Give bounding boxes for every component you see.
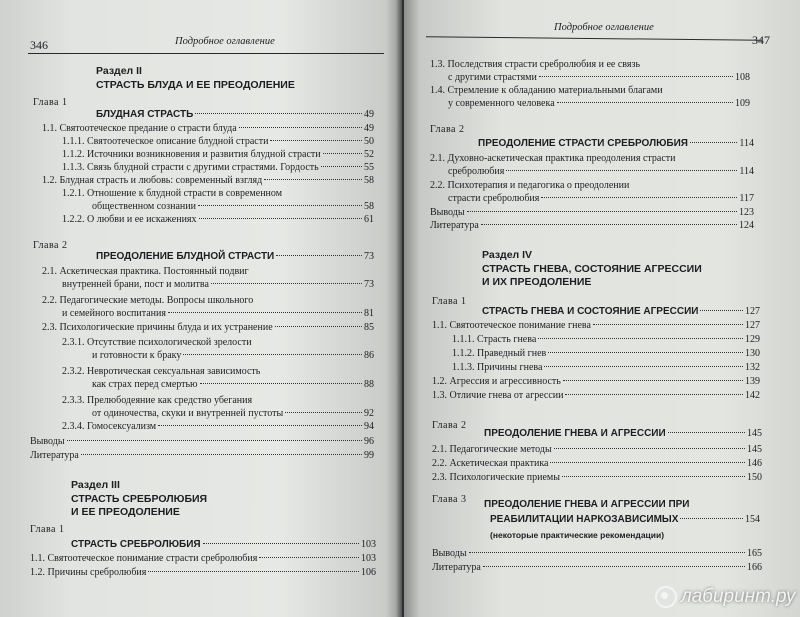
section-title: СТРАСТЬ БЛУДА И ЕЕ ПРЕОДОЛЕНИЕ xyxy=(96,79,295,91)
section-title: СТРАСТЬ ГНЕВА, СОСТОЯНИЕ АГРЕССИИ xyxy=(482,263,702,275)
chapter-label: Глава 2 xyxy=(432,420,467,431)
toc-entry[interactable]: у современного человека 109 xyxy=(448,98,750,109)
toc-entry[interactable]: 1.3. Последствия страсти сребролюбия и ее связь xyxy=(430,59,641,70)
toc-chapter[interactable]: ПРЕОДОЛЕНИЕ СТРАСТИ СРЕБРОЛЮБИЯ 114 xyxy=(478,138,754,149)
toc-entry[interactable]: Литература 99 xyxy=(30,450,374,461)
toc-entry[interactable]: 1.1. Святоотеческое понимание страсти сребролюбия 103 xyxy=(30,553,376,564)
chapter-label: Глава 3 xyxy=(432,494,467,505)
watermark-text: лабиринт.ру xyxy=(681,586,796,607)
toc-entry[interactable]: 2.1. Педагогические методы 145 xyxy=(432,444,762,455)
section-label: Раздел III xyxy=(71,479,120,491)
section-label: Раздел II xyxy=(96,65,142,77)
toc-entry[interactable]: 1.2. Блудная страсть и любовь: современный взгляд 58 xyxy=(42,175,374,186)
header-rule xyxy=(28,53,384,54)
page-number: 347 xyxy=(752,33,770,47)
toc-entry[interactable]: как страх перед смертью 88 xyxy=(92,379,374,390)
toc-entry[interactable]: 1.1.1. Страсть гнева 129 xyxy=(452,334,760,345)
toc-chapter[interactable]: БЛУДНАЯ СТРАСТЬ 49 xyxy=(96,109,374,120)
toc-chapter[interactable]: СТРАСТЬ СРЕБРОЛЮБИЯ 103 xyxy=(71,539,376,550)
toc-entry[interactable]: 1.4. Стремление к обладанию материальными благами xyxy=(430,85,663,96)
toc-entry[interactable]: от одиночества, скуки и внутренней пустоты 92 xyxy=(92,408,374,419)
toc-entry[interactable]: 2.3.3. Прелюбодеяние как средство убегания xyxy=(62,395,253,406)
section-label: Раздел IV xyxy=(482,249,533,261)
toc-entry[interactable]: Литература 166 xyxy=(432,562,762,573)
toc-entry[interactable]: и семейного воспитания 81 xyxy=(62,308,374,319)
toc-entry[interactable]: и готовности к браку 86 xyxy=(92,350,374,361)
toc-entry[interactable]: 1.1.2. Источники возникновения и развития блудной страсти 52 xyxy=(62,149,374,160)
watermark xyxy=(655,586,795,608)
chapter-label: Глава 2 xyxy=(430,124,465,135)
toc-entry[interactable]: с другими страстями 108 xyxy=(448,72,750,83)
toc-chapter[interactable]: ПРЕОДОЛЕНИЕ ГНЕВА И АГРЕССИИ ПРИ xyxy=(484,499,690,510)
toc-entry[interactable]: Выводы 165 xyxy=(432,548,762,559)
chapter-label: Глава 1 xyxy=(30,524,65,535)
toc-entry[interactable]: 2.2. Аскетическая практика 146 xyxy=(432,458,762,469)
chapter-label: Глава 2 xyxy=(33,240,68,251)
toc-entry[interactable]: 1.2.1. Отношение к блудной страсти в современном xyxy=(62,188,283,199)
toc-entry[interactable]: 1.1.1. Святоотеческое описание блудной страсти 50 xyxy=(62,136,374,147)
toc-entry[interactable]: 2.3.4. Гомосексуализм 94 xyxy=(62,421,374,432)
toc-entry[interactable]: 2.3.2. Невротическая сексуальная зависимость xyxy=(62,366,261,377)
toc-entry[interactable]: Выводы 123 xyxy=(430,207,754,218)
chapter-label: Глава 1 xyxy=(33,97,68,108)
toc-entry[interactable]: 2.2. Педагогические методы. Вопросы школьного xyxy=(42,295,254,306)
labirint-logo-icon xyxy=(655,586,677,608)
toc-entry[interactable]: 1.2. Агрессия и агрессивность 139 xyxy=(432,376,760,387)
toc-entry[interactable]: страсти сребролюбия 117 xyxy=(448,193,754,204)
running-head: Подробное оглавление xyxy=(554,22,654,33)
header-rule xyxy=(426,36,762,41)
toc-entry[interactable]: Выводы 96 xyxy=(30,436,374,447)
running-head: Подробное оглавление xyxy=(175,36,275,47)
toc-note: (некоторые практические рекомендации) xyxy=(490,530,665,540)
toc-entry[interactable]: сребролюбия 114 xyxy=(448,166,754,177)
section-title: И ЕЕ ПРЕОДОЛЕНИЕ xyxy=(71,506,180,518)
toc-entry[interactable]: внутренней брани, пост и молитва 73 xyxy=(62,279,374,290)
chapter-label: Глава 1 xyxy=(432,296,467,307)
toc-entry[interactable]: общественном сознании 58 xyxy=(92,201,374,212)
toc-entry[interactable]: 1.1.3. Связь блудной страсти с другими страстями. Гордость 55 xyxy=(62,162,374,173)
toc-entry[interactable]: 1.2. Причины сребролюбия 106 xyxy=(30,567,376,578)
toc-entry[interactable]: 2.1. Духовно-аскетическая практика преодоления страсти xyxy=(430,153,676,164)
toc-entry[interactable]: 2.3. Психологические причины блуда и их устранение 85 xyxy=(42,322,374,333)
toc-entry[interactable]: 1.1. Святоотеческое предание о страсти блуда 49 xyxy=(42,123,374,134)
toc-chapter[interactable]: ПРЕОДОЛЕНИЕ ГНЕВА И АГРЕССИИ 145 xyxy=(484,428,762,439)
section-title: И ИХ ПРЕОДОЛЕНИЕ xyxy=(482,276,592,288)
page-number: 346 xyxy=(30,38,48,52)
section-title: СТРАСТЬ СРЕБРОЛЮБИЯ xyxy=(71,493,208,505)
toc-chapter[interactable]: РЕАБИЛИТАЦИИ НАРКОЗАВИСИМЫХ 154 xyxy=(490,514,760,525)
toc-entry[interactable]: 2.3.1. Отсутствие психологической зрелости xyxy=(62,337,252,348)
toc-chapter[interactable]: ПРЕОДОЛЕНИЕ БЛУДНОЙ СТРАСТИ 73 xyxy=(96,251,374,262)
right-page xyxy=(404,0,800,617)
toc-entry[interactable]: 2.3. Психологические приемы 150 xyxy=(432,472,762,483)
toc-entry[interactable]: 2.2. Психотерапия и педагогика о преодолении xyxy=(430,180,630,191)
toc-entry[interactable]: 1.1. Святоотеческое понимание гнева 127 xyxy=(432,320,760,331)
toc-entry[interactable]: 2.1. Аскетическая практика. Постоянный подвиг xyxy=(42,266,249,277)
toc-entry[interactable]: 1.1.2. Праведный гнев 130 xyxy=(452,348,760,359)
toc-entry[interactable]: 1.1.3. Причины гнева 132 xyxy=(452,362,760,373)
toc-entry[interactable]: 1.2.2. О любви и ее искажениях 61 xyxy=(62,214,374,225)
toc-entry[interactable]: 1.3. Отличие гнева от агрессии 142 xyxy=(432,390,760,401)
toc-chapter[interactable]: СТРАСТЬ ГНЕВА И СОСТОЯНИЕ АГРЕССИИ 127 xyxy=(482,306,760,317)
toc-entry[interactable]: Литература 124 xyxy=(430,220,754,231)
